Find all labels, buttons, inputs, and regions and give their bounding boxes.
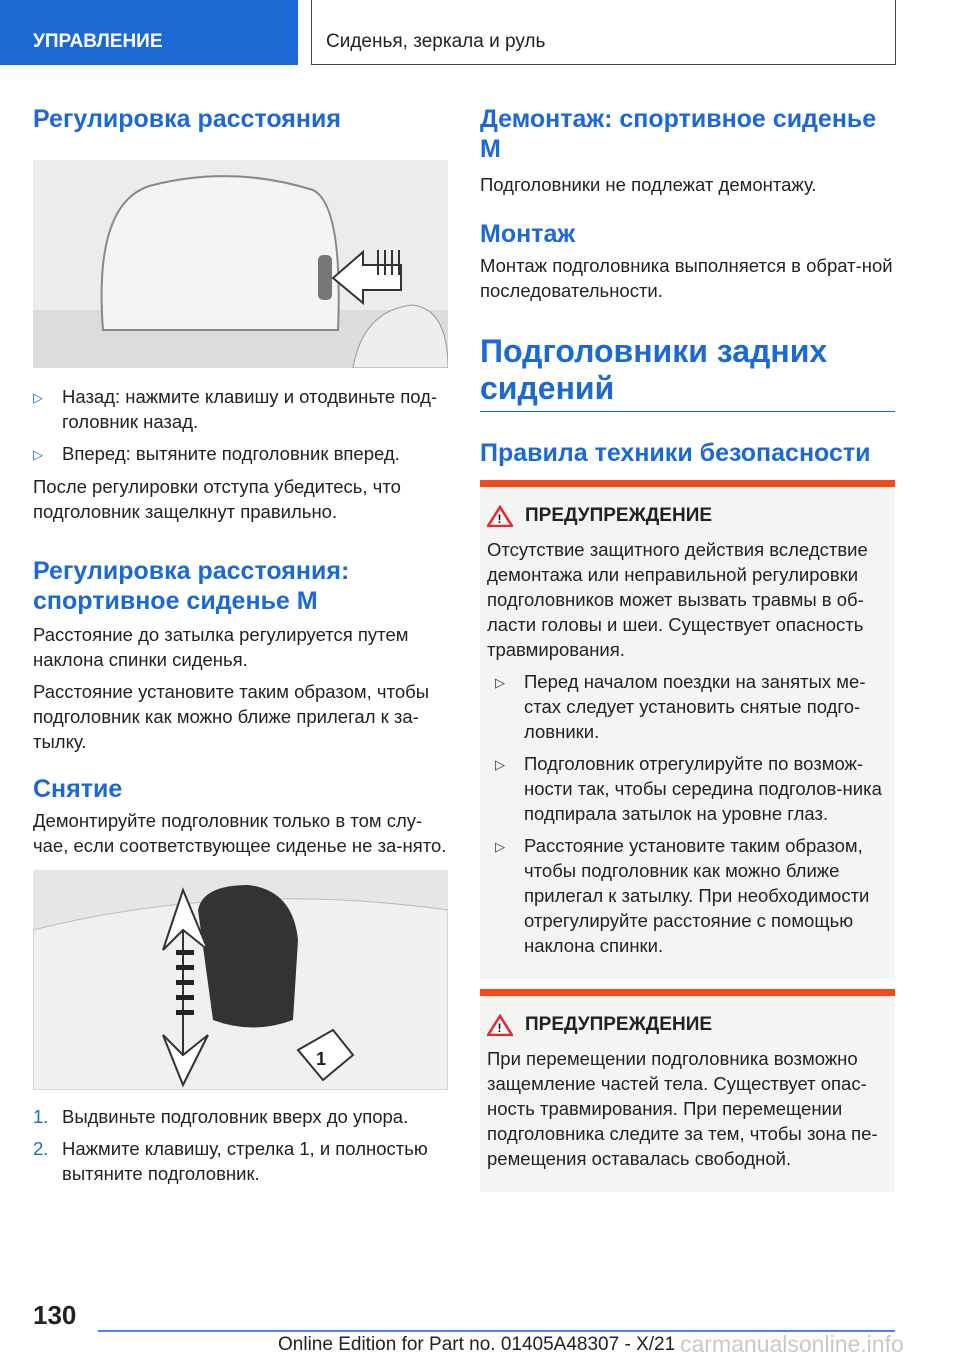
left-column xyxy=(33,104,448,1193)
heading-rear-headrests: Подголовники задних сидений xyxy=(480,333,895,412)
callout-1: 1 xyxy=(316,1049,327,1069)
bullet-item: ▷ Перед началом поездки на занятых ме-стах следует установить снятые подго-ловники. xyxy=(495,671,866,742)
chapter-title: Сиденья, зеркала и руль xyxy=(311,0,896,65)
step-item: 2. Нажмите клавишу, стрелка 1, и полностью вытяните подголовник. xyxy=(33,1138,428,1184)
bullet-item: ▷ Расстояние установите таким образом, чтобы подголовник как можно ближе прилегал к затылку. При необходимости отрегулируйте расстояние с помощью наклона спинки. xyxy=(495,835,870,956)
bullet-item: ▷ Подголовник отрегулируйте по возмож-ности так, чтобы середина подголов-ника подпирала затылок на уровне глаз. xyxy=(495,753,882,824)
heading-safety: Правила техники безопасности xyxy=(480,439,871,467)
bullet-item: ▷ Вперед: вытяните подголовник вперед. xyxy=(33,441,448,467)
triangle-bullet-icon: ▷ xyxy=(495,675,505,690)
sport-paragraph-2: Расстояние установите таким образом, чтобы подголовник как можно ближе прилегал к за-тылку. xyxy=(33,681,430,752)
watermark: carmanualsonline.info xyxy=(680,1331,904,1357)
triangle-bullet-icon: ▷ xyxy=(495,757,505,772)
bullet-item: ▷ Назад: нажмите клавишу и отодвиньте под-головник назад. xyxy=(33,386,438,432)
step-item: 1. Выдвиньте подголовник вверх до упора. xyxy=(33,1106,409,1127)
svg-text:!: ! xyxy=(497,512,502,526)
removal-paragraph: Демонтируйте подголовник только в том слу-чае, если соответствующее сиденье не за-нято. xyxy=(33,810,447,856)
heading-distance: Регулировка расстояния xyxy=(33,105,341,133)
heading-removal: Снятие xyxy=(33,775,123,803)
page-number: 130 xyxy=(33,1300,77,1330)
warning-box-1: ! ПРЕДУПРЕЖДЕНИЕ Отсутствие защитного действия вследствие демонтажа или неправильной регулировки подголовников может вызвать травмы в об-ласти головы и шеи. Существует опасность травмирования. ▷ Перед началом поездки на занятых ме-стах следует установить снятые подго-ловники. ▷ Подголовник отрегулируйте по возмож-ности так, чтобы середина подголов-ника подпирала затылок на уровне глаз. ▷ Расстояние установите таким образом, чтобы подголовник как можно ближе прилегал к затылку. При необходимости отрегулируйте расстояние с помощью наклона спинки. xyxy=(480,480,895,979)
distance-note: После регулировки отступа убедитесь, что подголовник защелкнут правильно. xyxy=(33,476,401,522)
triangle-bullet-icon: ▷ xyxy=(495,839,505,854)
sport-paragraph-1: Расстояние до затылка регулируется путем наклона спинки сиденья. xyxy=(33,624,409,670)
warning-text: При перемещении подголовника возможно защемление частей тела. Существует опас-ность травмирования. При перемещении подголовника следите за тем, чтобы зона пе-ремещения оставалась свободной. xyxy=(487,1048,878,1169)
heading-install: Монтаж xyxy=(480,220,576,248)
sport-removal-paragraph: Подголовники не подлежат демонтажу. xyxy=(480,174,817,195)
edition-info: Online Edition for Part no. 01405A48307 - X/21 xyxy=(278,1334,676,1355)
warning-text: Отсутствие защитного действия вследствие демонтажа или неправильной регулировки подголовников может вызвать травмы в об-ласти головы и шеи. Существует опасность травмирования. xyxy=(487,539,868,660)
right-column xyxy=(480,104,895,1192)
install-paragraph: Монтаж подголовника выполняется в обрат-ной последовательности. xyxy=(480,255,893,301)
headrest-removal-image xyxy=(33,870,448,1090)
triangle-bullet-icon: ▷ xyxy=(33,447,43,462)
svg-text:!: ! xyxy=(497,1021,502,1035)
removal-illustration xyxy=(33,870,448,1090)
triangle-bullet-icon: ▷ xyxy=(33,390,43,405)
warning-box-2: ! ПРЕДУПРЕЖДЕНИЕ При перемещении подголовника возможно защемление частей тела. Существует опас-ность травмирования. При перемещении подголовника следите за тем, чтобы зона пе-ремещения оставалась свободной. xyxy=(480,989,895,1192)
headrest-illustration xyxy=(33,160,448,368)
heading-sport-distance: Регулировка расстояния: спортивное сиденье M xyxy=(33,557,350,615)
warning-triangle-icon xyxy=(487,1014,513,1036)
headrest-adjust-image xyxy=(33,160,448,368)
warning-triangle-icon xyxy=(487,505,513,527)
heading-sport-removal: Демонтаж: спортивное сиденье M xyxy=(480,105,877,163)
section-tab: УПРАВЛЕНИЕ xyxy=(0,0,298,65)
